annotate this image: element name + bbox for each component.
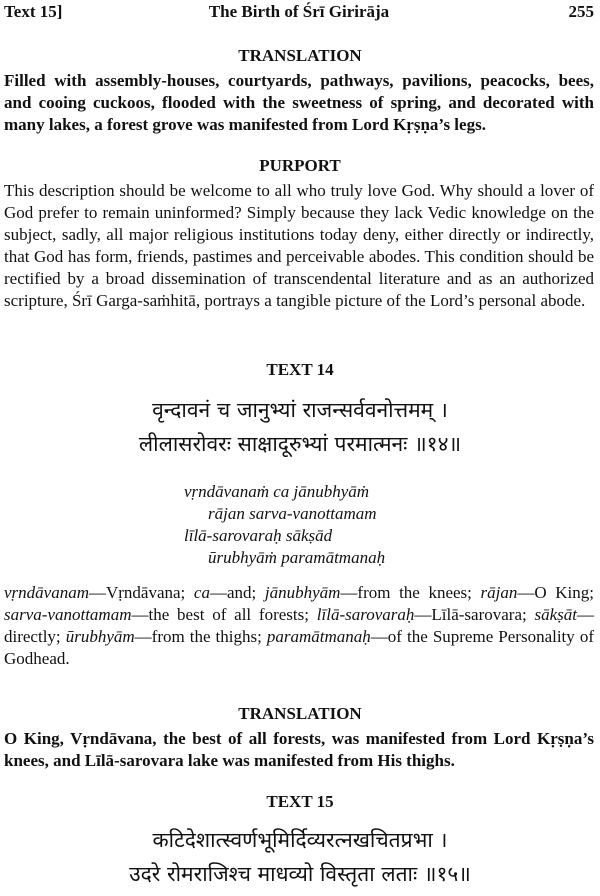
text15-devanagari-line-2: उदरे रोमराजिश्च माधव्यो विस्तृता लताः ॥१५॥ xyxy=(129,862,471,886)
text15-heading: TEXT 15 xyxy=(266,792,334,811)
gloss-term: vṛndāvanam xyxy=(4,583,89,602)
text14-heading: TEXT 14 xyxy=(266,360,334,379)
translation-text-1: Filled with assembly-houses, courtyards, pathways, pavilions, peacocks, bees, and cooing cuckoos, flooded with the sweetness of spring, and decorated with many lakes, a forest grove was manifested from Lord Kṛṣṇa’s legs. xyxy=(4,71,594,134)
text14-word-for-word xyxy=(4,582,594,670)
purport-heading: PURPORT xyxy=(259,156,341,175)
translation-heading-2: TRANSLATION xyxy=(238,704,362,723)
running-header xyxy=(4,2,594,24)
translation-text-2: O King, Vṛndāvana, the best of all forests, was manifested from Lord Kṛṣṇa’s knees, and Līlā-sarovara lake was manifested from His thighs. xyxy=(4,729,594,770)
gloss-meaning: —the best of all forests; xyxy=(131,605,317,624)
gloss-meaning: —from the knees; xyxy=(340,583,481,602)
gloss-term: paramātmanaḥ xyxy=(266,627,371,646)
gloss-term: ūrubhyām xyxy=(65,627,135,646)
purport-text: This description should be welcome to all who truly love God. Why should a lover of God prefer to remain uninformed? Simply because they lack Vedic knowledge on the subject, sadly, all major religious institutions today deny, either directly or indirectly, that God has form, friends, pastimes and perceivable abodes. This condition should be rectified by a broad dissemination of transcendental literature and as an authorized scripture, Śrī Garga-saṁhitā, portrays a tangible picture of the Lord’s personal abode. xyxy=(4,181,594,310)
gloss-meaning: —from the thighs; xyxy=(134,627,267,646)
gloss-meaning: —Līlā-sarovara; xyxy=(414,605,535,624)
gloss-term: ca xyxy=(193,583,210,602)
text15-devanagari-line-1: कटिदेशात्स्वर्णभूमिर्दिव्यरत्नखचितप्रभा । xyxy=(152,828,448,852)
gloss-term: sākṣāt xyxy=(534,605,577,624)
header-text-ref: Text 15] xyxy=(4,2,63,21)
gloss-term: jānubhyām xyxy=(264,583,341,602)
transliteration-line: vṛndāvanaṁ ca jānubhyāṁ xyxy=(184,482,370,501)
gloss-meaning: —Vṛndāvana; xyxy=(88,583,194,602)
page-number: 255 xyxy=(568,2,594,21)
gloss-term: līlā-sarovaraḥ xyxy=(316,605,415,624)
text14-transliteration xyxy=(184,481,385,569)
transliteration-line: ūrubhyāṁ paramātmanaḥ xyxy=(208,548,386,567)
gloss-meaning: —directly; xyxy=(4,605,594,646)
translation-heading-1: TRANSLATION xyxy=(238,46,362,65)
header-chapter-title: The Birth of Śrī Girirāja xyxy=(208,2,390,21)
gloss-term: sarva-vanottamam xyxy=(4,605,132,624)
gloss-meaning: —O King; xyxy=(517,583,594,602)
gloss-term: rājan xyxy=(480,583,518,602)
text14-devanagari-line-2: लीलासरोवरः साक्षादूरुभ्यां परमात्मनः ॥१४॥ xyxy=(138,432,462,456)
gloss-meaning: —of the Supreme Personality of Godhead. xyxy=(4,627,594,668)
transliteration-line: līlā-sarovaraḥ sākṣād xyxy=(184,526,333,545)
text14-devanagari-line-1: वृन्दावनं च जानुभ्यां राजन्सर्ववनोत्तमम् । xyxy=(152,398,448,422)
gloss-meaning: —and; xyxy=(209,583,265,602)
transliteration-line: rājan sarva-vanottamam xyxy=(208,504,377,523)
